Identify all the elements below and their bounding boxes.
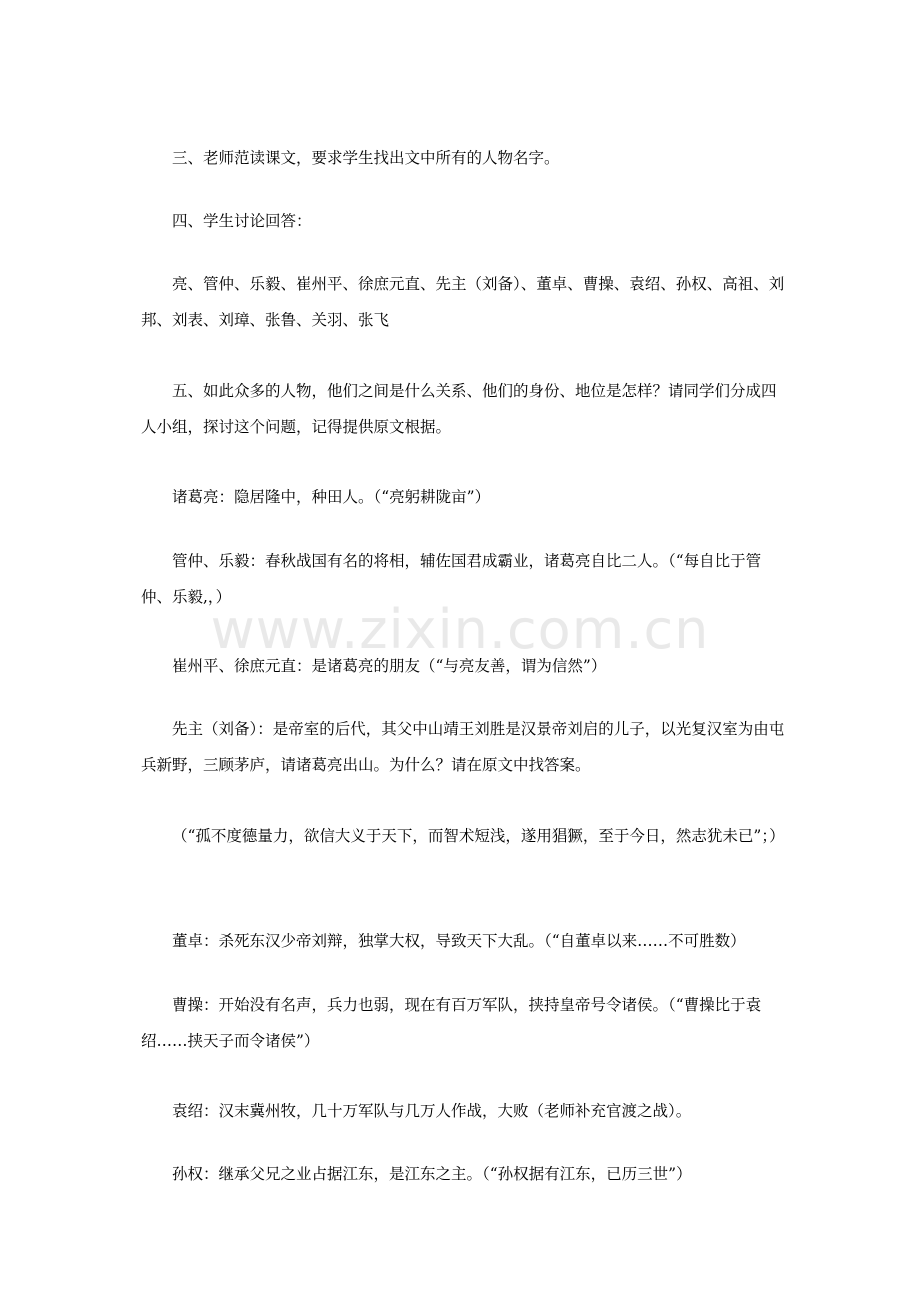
paragraph-cao-cao: 曹操：开始没有名声，兵力也弱，现在有百万军队，挟持皇帝号令诸侯。（“曹操比于袁绍……挟天子而令诸侯”） [141, 996, 762, 1050]
watermark-text: www.zixin.com.cn [210, 598, 710, 661]
paragraph-step-five: 五、如此众多的人物，他们之间是什么关系、他们的身份、地位是怎样？请同学们分成四人小组，探讨这个问题，记得提供原文根据。 [141, 382, 777, 436]
paragraph-step-four: 四、学生讨论回答： [172, 212, 312, 230]
paragraph-yuan-shao: 袁绍：汉末冀州牧，几十万军队与几万人作战，大败（老师补充官渡之战）。 [172, 1102, 692, 1120]
paragraph-sun-quan: 孙权：继承父兄之业占据江东，是江东之主。（“孙权据有江东，已历三世”） [172, 1165, 692, 1183]
paragraph-dong-zhuo: 董卓：杀死东汉少帝刘辩，独掌大权，导致天下大乱。（“自董卓以来……不可胜数） [172, 932, 746, 950]
paragraph-guan-zhong-yue-yi: 管仲、乐毅：春秋战国有名的将相，辅佐国君成霸业，诸葛亮自比二人。（“每自比于管仲、乐毅,，） [141, 552, 762, 606]
paragraph-liu-bei: 先主（刘备）：是帝室的后代，其父中山靖王刘胜是汉景帝刘启的儿子，以光复汉室为由屯兵新野，三顾茅庐，请诸葛亮出山。为什么？请在原文中找答案。 [141, 720, 785, 774]
paragraph-zhuge-liang: 诸葛亮：隐居隆中，种田人。（“亮躬耕陇亩”） [172, 488, 491, 506]
paragraph-cui-xu: 崔州平、徐庶元直：是诸葛亮的朋友（“与亮友善，谓为信然”） [172, 657, 607, 675]
paragraph-character-list: 亮、管仲、乐毅、崔州平、徐庶元直、先主（刘备）、董卓、曹操、袁绍、孙权、高祖、刘邦、刘表、刘璋、张鲁、关羽、张飞 [141, 275, 785, 329]
paragraph-liu-bei-quote: （“孤不度德量力，欲信大义于天下，而智术短浅，遂用猖獗，至于今日，然志犹未已”；） [172, 827, 785, 845]
paragraph-step-three: 三、老师范读课文，要求学生找出文中所有的人物名字。 [172, 149, 560, 167]
